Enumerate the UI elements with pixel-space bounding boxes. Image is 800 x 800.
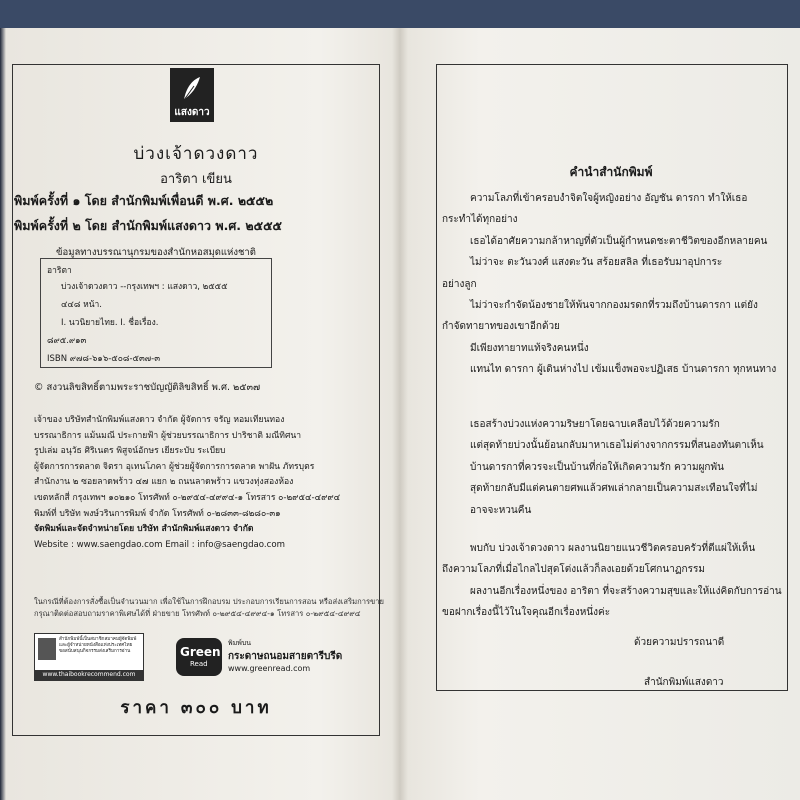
credit-line: Website : www.saengdao.com Email : info@saengdao.com: [34, 539, 285, 550]
book-price: ราคา ๓๐๐ บาท: [120, 698, 272, 718]
badge-text: [59, 637, 136, 655]
green-caption: พิมพ์บน: [228, 639, 252, 647]
credit-line: จัดพิมพ์และจัดจำหน่ายโดย บริษัท สำนักพิมพ์แสงดาว จำกัด: [34, 524, 254, 535]
preface-line: พบกับ บ่วงเจ้าดวงดาว ผลงานนิยายแนวชีวิตครอบครัวที่ตีแผ่ให้เห็น: [470, 543, 756, 554]
preface-closing: ด้วยความปรารถนาดี: [634, 637, 725, 648]
preface-paragraph-3: [442, 538, 786, 624]
preface-line: ผลงานอีกเรื่องหนึ่งของ อาริตา ที่จะสร้างความสุขและให้แง่คิดกับการอ่าน: [470, 585, 782, 597]
preface-line: ความโลภที่เข้าครอบงำจิตใจผู้หญิงอย่าง อัญชัน ดารกา ทำให้เธอ: [470, 193, 748, 204]
cip-subjects: I. นวนิยายไทย. I. ชื่อเรื่อง.: [61, 318, 159, 328]
badge-line: สำนักพิมพ์นี้เป็นสมาชิกสมาคมผู้จัดพิมพ์: [59, 637, 137, 642]
preface-line: ไม่ว่าจะกำจัดน้องชายให้พ้นจากกองมรดกที่รวมถึงบ้านดารกา แต่ยัง: [470, 300, 758, 312]
green-url: www.greenread.com: [228, 664, 311, 673]
credit-line: เขตหลักสี่ กรุงเทพฯ ๑๐๒๑๐ โทรศัพท์ ๐-๒๙๕๔-๔๙๙๔-๑ โทรสาร ๐-๒๙๕๔-๔๙๙๔: [34, 492, 341, 503]
printing-line-2: พิมพ์ครั้งที่ ๒ โดย สำนักพิมพ์แสงดาว พ.ศ. ๒๕๕๕: [14, 218, 283, 233]
preface-line: กำจัดทายาทของเขาอีกด้วย: [442, 321, 560, 333]
preface-heading: คำนำสำนักพิมพ์: [569, 165, 653, 179]
cip-isbn: ISBN ๙๗๘-๖๑๖-๕๐๘-๕๓๗-๓: [47, 354, 161, 364]
preface-line: บ้านดารกาที่ควรจะเป็นบ้านที่ก่อให้เกิดความรัก ความผูกพัน: [470, 461, 724, 473]
credit-line: พิมพ์ที่ บริษัท พงษ์วรินการพิมพ์ จำกัด โทรศัพท์ ๐-๒๘๓๓-๘๒๘๐-๓๑: [34, 508, 281, 519]
preface-line: แต่สุดท้ายบ่วงนั้นย้อนกลับมาหาเธอไม่ต่างจากกรรมที่สนองทันตาเห็น: [470, 440, 764, 452]
credits-block: [34, 413, 340, 553]
preface-line: สุดท้ายกลับมีแต่คนตายศพแล้วศพเล่ากลายเป็นความสะเทือนใจที่ไม่: [470, 483, 758, 495]
preface-line: ไม่ว่าจะ ตะวันวงศ์ แสงตะวัน สร้อยสลิล ที่เธอรับมาอุปการะ: [470, 257, 723, 269]
book-recommend-badge: [34, 633, 144, 681]
copyright-line: © สงวนลิขสิทธิ์ตามพระราชบัญญัติลิขสิทธิ์ พ.ศ. ๒๕๓๗: [34, 382, 261, 393]
preface-line: แทนไท ดารกา ผู้เดินห่างไป เข้มแข็งพอจะปฏิเสธ บ้านดารกา ทุกหนทาง: [470, 364, 777, 376]
green-paper: กระดาษถนอมสายตารีบรีด: [228, 651, 343, 662]
preface-line: ขอฝากเรื่องนี้ไว้ในใจคุณอีกเรื่องหนึ่งค่ะ: [442, 607, 611, 619]
book-author: อาริตา เขียน: [160, 172, 232, 187]
reader-icon: [38, 638, 56, 660]
order-note-line: ในกรณีที่ต้องการสั่งซื้อเป็นจำนวนมาก เพื่อใช้ในการฝึกอบรม ประกอบการเรียนการสอน หรือส่งเสริมการขาย: [34, 597, 384, 606]
publisher-logo: [170, 68, 214, 122]
credit-line: บรรณาธิการ แม้นมณี ประกายฟ้า ผู้ช่วยบรรณาธิการ ปาริชาติ มณีทิศนา: [34, 430, 302, 441]
preface-line: ถึงความโลภที่เมื่อไกลไปสุดโต่งแล้วก็ลงเอยด้วยโศกนาฏกรรม: [442, 564, 705, 576]
green-read-logo-subtext: Read: [190, 660, 208, 668]
right-page: [404, 28, 800, 800]
green-read-logo: [176, 638, 222, 676]
preface-line: เธอสร้างบ่วงแห่งความริษยาโดยฉาบเคลือบไว้ด้วยความรัก: [470, 419, 720, 430]
credit-line: เจ้าของ บริษัทสำนักพิมพ์แสงดาว จำกัด ผู้จัดการ จรัญ หอมเทียนทอง: [34, 415, 285, 425]
green-read-caption: [228, 638, 342, 673]
green-read-logo-text: Green: [180, 645, 221, 659]
feather-icon: [180, 74, 204, 104]
cip-classification: ๘๙๕.๙๑๓: [47, 336, 87, 346]
badge-line: ขอสนับสนุนกิจกรรมส่งเสริมการอ่าน: [59, 649, 131, 654]
preface-line: เธอได้อาศัยความกล้าหาญที่ตัวเป็นผู้กำหนดชะตาชีวิตของอีกหลายคน: [470, 235, 768, 247]
cip-pages: ๔๔๘ หน้า.: [61, 300, 103, 310]
left-page: [0, 28, 392, 800]
cip-box: [40, 258, 272, 368]
preface-line: อย่างลูก: [442, 278, 477, 290]
badge-url: www.thaibookrecommend.com: [35, 670, 143, 680]
credit-line: สำนักงาน ๒ ซอยลาดพร้าว ๔๗ แยก ๒ ถนนลาดพร้าว แขวงทุ่งสองห้อง: [34, 477, 294, 488]
preface-line: อาจจะหวนคืน: [470, 504, 532, 516]
cip-title: บ่วงเจ้าดวงดาว --กรุงเทพฯ : แสงดาว, ๒๕๕๕: [61, 282, 228, 292]
preface-signature: สำนักพิมพ์แสงดาว: [644, 677, 724, 688]
order-note: [34, 596, 384, 620]
printing-line-1: พิมพ์ครั้งที่ ๑ โดย สำนักพิมพ์เพื่อนดี พ.ศ. ๒๕๕๒: [14, 193, 274, 208]
book-title: บ่วงเจ้าดวงดาว: [133, 144, 259, 164]
preface-paragraph-2: [442, 414, 786, 521]
preface-line: กระทำได้ทุกอย่าง: [442, 214, 518, 226]
publisher-logo-text: แสงดาว: [174, 107, 210, 118]
preface-line: มีเพียงทายาทแท้จริงคนหนึ่ง: [470, 342, 589, 354]
cip-author: อาริตา: [47, 266, 72, 276]
preface-paragraph-1: [442, 188, 786, 381]
order-note-line: กรุณาติดต่อสอบถามราคาพิเศษได้ที่ ฝ่ายขาย โทรศัพท์ ๐-๒๙๕๔-๔๙๙๔-๑ โทรสาร ๐-๒๙๕๔-๔๙๙๔: [34, 609, 361, 618]
credit-line: ผู้จัดการการตลาด จิตรา อุเทนโภคา ผู้ช่วยผู้จัดการการตลาด พาฝัน ภัทรบุตร: [34, 461, 315, 472]
credit-line: รูปเล่ม อนุวัธ ศิริเนตร พิสูจน์อักษร เยียระบับ ระเบียบ: [34, 446, 226, 457]
cip-heading: ข้อมูลทางบรรณานุกรมของสำนักหอสมุดแห่งชาติ: [56, 247, 256, 258]
badge-line: และผู้จำหน่ายหนังสือแห่งประเทศไทย: [59, 643, 133, 648]
